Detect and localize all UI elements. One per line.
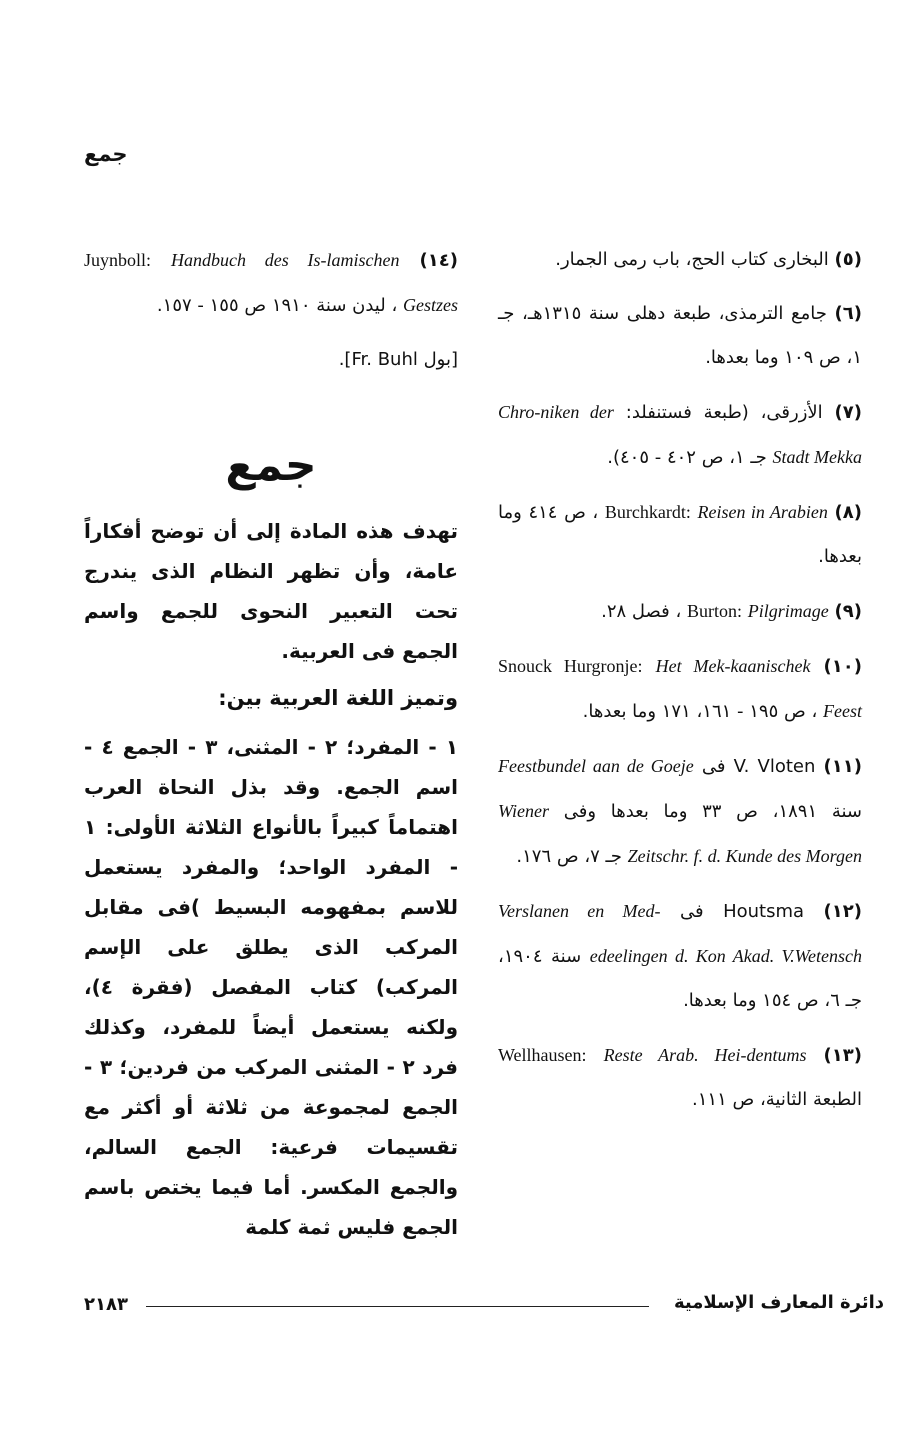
footnote-author: Burchkardt: — [604, 502, 691, 522]
footnote-number: (١٤) — [419, 250, 458, 271]
footnote-text: البخارى كتاب الحج، باب رمى الجمار. — [555, 249, 829, 270]
footnote-8 — [498, 490, 862, 579]
footnote-number: (٧) — [834, 402, 862, 423]
body-paragraph-main: ١ - المفرد؛ ٢ - المثنى، ٣ - الجمع ٤ - اسم الجمع. وقد بذل النحاة العرب اهتماماً كبيراً بالأنواع الثلاثة الأولى: ١ - المفرد الواحد؛ والمفرد يستعمل للاسم بمفهومه البسيط )فى مقابل المركب الذى يطلق على الإسم المركب) كتاب المفصل (فقرة ٤)، ولكنه يستعمل أيضاً للمفرد، وكذلك فرد ٢ - المثنى المركب من فردين؛ ٣ - الجمع لمجموعة من ثلاثة أو أكثر مع تقسيمات فرعية: الجمع السالم، والجمع المكسر. أما فيما يختص باسم الجمع فليس ثمة كلمة — [84, 735, 459, 1239]
footnote-9 — [498, 589, 862, 634]
footnotes-column-right — [498, 238, 862, 1132]
footnote-number: (١٠) — [823, 656, 862, 677]
footnote-text: جـ ١، ص ٤٠٢ - ٤٠٥). — [607, 447, 767, 468]
footnote-latin-title: Feestbundel aan de Goeje — [498, 756, 694, 776]
footnote-number: (٩) — [834, 601, 862, 622]
body-paragraph-intro: تهدف هذه المادة إلى أن توضح أفكاراً عامة، وأن تظهر النظام الذى يندرج تحت التعبير النحوى للجمع واسم الجمع فى العربية. — [84, 519, 458, 663]
footer-rule — [146, 1306, 649, 1307]
footnote-text: ، ليدن سنة ١٩١٠ ص ١٥٥ - ١٥٧. — [156, 295, 398, 316]
footnote-latin-title: Reste Arab. Hei-dentums — [603, 1045, 807, 1065]
footnote-text: الأزرقى، (طبعة فستنفلد: — [625, 402, 823, 423]
running-head: جمع — [84, 142, 128, 166]
page-footer — [84, 1292, 884, 1322]
footnote-number: (١١) — [823, 756, 862, 777]
footnote-13 — [498, 1033, 862, 1122]
footnote-number: (١٣) — [823, 1045, 862, 1066]
footnote-author: Houtsma فى — [679, 901, 805, 922]
footnote-latin-title: Verslanen en Med-edeelingen d. Kon Akad. V.Wetensch — [498, 901, 862, 966]
footnote-author: Juynboll: — [84, 250, 152, 270]
author-signature: [بول Fr. Buhl]. — [338, 349, 458, 370]
footnote-author: Snouck Hurgronje: — [498, 656, 643, 676]
footnote-text: سنة ١٩٠٤، جـ ٦، ص ١٥٤ وما بعدها. — [498, 946, 862, 1011]
footnote-11 — [498, 744, 862, 879]
footnote-text: الطبعة الثانية، ص ١١١. — [692, 1089, 862, 1110]
footnote-number: (٦) — [834, 303, 862, 324]
footer-source-title: دائرة المعارف الإسلامية — [673, 1292, 884, 1313]
footnote-12 — [498, 889, 862, 1023]
footnote-number: (٨) — [834, 502, 863, 523]
footnote-author: Wellhausen: — [498, 1045, 587, 1065]
footnote-text: جـ ٧، ص ١٧٦. — [516, 846, 622, 867]
footnote-latin-title: Chro-niken der Stadt Mekka — [498, 402, 862, 467]
footnote-number: (٥) — [834, 249, 862, 270]
footnote-14 — [84, 238, 458, 328]
footnote-latin-title: Wiener Zeitschr. f. d. Kunde des Morgen — [498, 801, 862, 866]
main-column-left — [84, 238, 458, 1249]
footnote-number: (١٢) — [823, 901, 862, 922]
footnote-latin-title: Het Mek-kaanischek Feest — [655, 656, 862, 721]
footnote-5 — [498, 238, 862, 282]
footnote-latin-title: Handbuch des Is-lamischen Gestzes — [171, 250, 458, 315]
footnote-author: Burton: — [687, 601, 743, 621]
footnote-author: V. Vloten فى — [701, 756, 816, 777]
footnote-6 — [498, 292, 862, 380]
footnote-text: ، فصل ٢٨. — [601, 601, 682, 622]
footnote-latin-title: Pilgrimage — [747, 601, 829, 621]
footnote-latin-title: Reisen in Arabien — [697, 502, 828, 522]
section-subheading: وتميز اللغة العربية بين: — [218, 686, 458, 710]
page-number: ٢١٨٣ — [84, 1294, 128, 1315]
footnote-text: سنة ١٨٩١، ص ٣٣ وما بعدها وفى — [563, 801, 862, 822]
footnote-text: ، ص ٤١٤ وما بعدها. — [498, 502, 862, 567]
article-title: جمع — [225, 440, 317, 491]
footnote-7 — [498, 390, 862, 480]
footnote-10 — [498, 644, 862, 734]
footnote-text: ، ص ١٩٥ - ١٦١، ١٧١ وما بعدها. — [582, 701, 818, 722]
footnote-text: جامع الترمذى، طبعة دهلى سنة ١٣١٥هـ، جـ ١، ص ١٠٩ وما بعدها. — [498, 303, 862, 368]
